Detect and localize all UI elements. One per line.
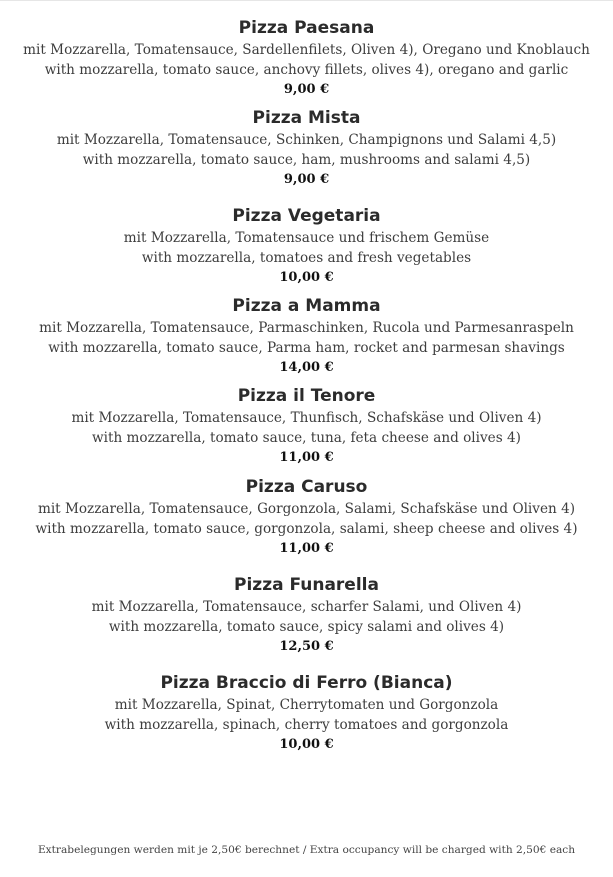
menu-item-braccio-di-ferro [0,672,613,755]
pizza-menu [0,17,613,755]
menu-item-vegetaria [0,205,613,288]
menu-item-il-tenore [0,385,613,468]
item-title: Pizza il Tenore [237,386,376,406]
item-price: 11,00 € [279,541,334,556]
item-price: 9,00 € [283,82,330,97]
item-price: 10,00 € [279,270,334,285]
item-title: Pizza Vegetaria [232,206,381,226]
item-title: Pizza a Mamma [232,296,381,316]
item-description-en: with mozzarella, tomato sauce, gorgonzola, salami, sheep cheese and olives 4) [35,521,578,537]
item-description-en: with mozzarella, spinach, cherry tomatoes and gorgonzola [104,717,509,733]
menu-item-paesana [0,17,613,100]
item-price: 9,00 € [283,172,330,187]
item-title: Pizza Funarella [234,575,379,595]
item-description-de: mit Mozzarella, Tomatensauce, Thunfisch, Schafskäse und Oliven 4) [71,410,542,426]
item-description-de: mit Mozzarella, Tomatensauce, scharfer Salami, und Oliven 4) [91,599,522,615]
menu-item-caruso [0,476,613,559]
item-description-de: mit Mozzarella, Tomatensauce, Schinken, Champignons und Salami 4,5) [56,132,557,148]
item-description-de: mit Mozzarella, Tomatensauce und frischem Gemüse [123,230,490,246]
menu-item-funarella [0,574,613,657]
item-description-de: mit Mozzarella, Tomatensauce, Sardellenfilets, Oliven 4), Oregano und Knoblauch [23,42,590,58]
item-price: 11,00 € [279,450,334,465]
extra-toppings-note: Extrabelegungen werden mit je 2,50€ berechnet / Extra occupancy will be charged with 2,50€ each [37,844,576,856]
top-divider [0,0,613,1]
item-price: 12,50 € [279,639,334,654]
item-description-de: mit Mozzarella, Tomatensauce, Parmaschinken, Rucola und Parmesanraspeln [39,320,574,336]
item-price: 14,00 € [279,360,334,375]
item-description-en: with mozzarella, tomato sauce, anchovy fillets, olives 4), oregano and garlic [44,62,569,78]
item-description-en: with mozzarella, tomatoes and fresh vegetables [141,250,472,266]
item-description-de: mit Mozzarella, Tomatensauce, Gorgonzola, Salami, Schafskäse und Oliven 4) [37,501,576,517]
item-description-en: with mozzarella, tomato sauce, spicy salami and olives 4) [108,619,505,635]
item-title: Pizza Mista [252,108,361,128]
item-description-de: mit Mozzarella, Spinat, Cherrytomaten und Gorgonzola [114,697,499,713]
item-title: Pizza Braccio di Ferro (Bianca) [160,673,453,693]
item-description-en: with mozzarella, tomato sauce, ham, mushrooms and salami 4,5) [82,152,531,168]
item-price: 10,00 € [279,737,334,752]
item-title: Pizza Caruso [245,477,368,497]
menu-item-mista [0,107,613,190]
item-description-en: with mozzarella, tomato sauce, Parma ham, rocket and parmesan shavings [48,340,565,356]
item-description-en: with mozzarella, tomato sauce, tuna, feta cheese and olives 4) [92,430,521,446]
menu-item-a-mamma [0,295,613,378]
item-title: Pizza Paesana [238,18,375,38]
